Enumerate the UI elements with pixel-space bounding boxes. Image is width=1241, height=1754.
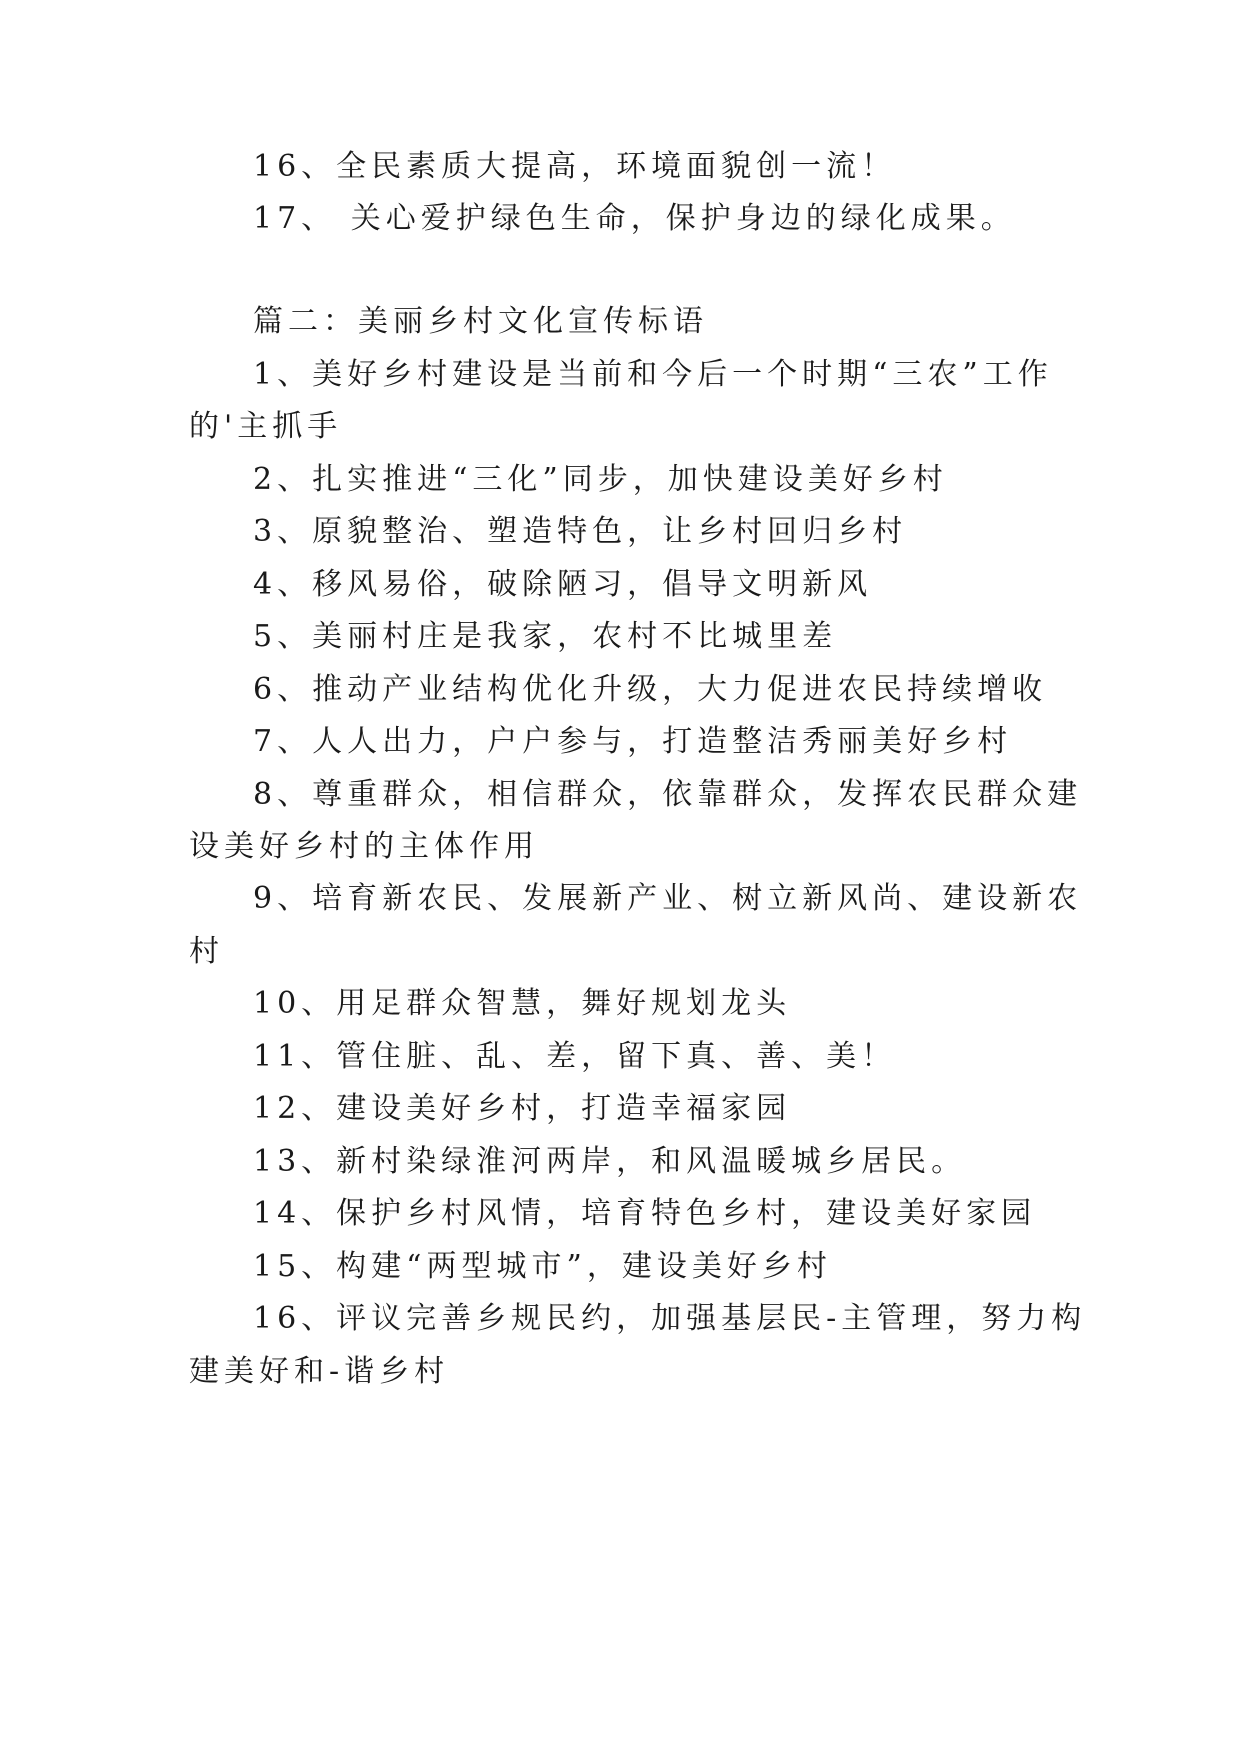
slogan-9-line-1: 9、培育新农民、发展新产业、树立新风尚、建设新农 bbox=[253, 881, 1083, 916]
slogan-5: 5、美丽村庄是我家，农村不比城里差 bbox=[253, 619, 838, 654]
slogan-14: 14、保护乡村风情，培育特色乡村，建设美好家园 bbox=[253, 1196, 1037, 1231]
slogan-1-line-1: 1、美好乡村建设是当前和今后一个时期“三农”工作 bbox=[253, 357, 1053, 392]
slogan-6: 6、推动产业结构优化升级，大力促进农民持续增收 bbox=[253, 672, 1048, 707]
slogan-11: 11、管住脏、乱、差，留下真、善、美！ bbox=[253, 1039, 897, 1074]
slogan-2: 2、扎实推进“三化”同步，加快建设美好乡村 bbox=[253, 462, 948, 497]
slogan-8-line-2: 设美好乡村的主体作用 bbox=[189, 829, 539, 864]
slogan-7: 7、人人出力，户户参与，打造整洁秀丽美好乡村 bbox=[253, 724, 1013, 759]
slogan-10: 10、用足群众智慧，舞好规划龙头 bbox=[253, 986, 792, 1021]
slogan-8-line-1: 8、尊重群众，相信群众，依靠群众，发挥农民群众建 bbox=[253, 777, 1083, 812]
slogan-4: 4、移风易俗，破除陋习，倡导文明新风 bbox=[253, 567, 873, 602]
slogan-1-line-2: 的'主抓手 bbox=[189, 409, 343, 444]
slogan-16-line-1: 16、评议完善乡规民约，加强基层民-主管理，努力构 bbox=[253, 1301, 1087, 1336]
slogan-17-greenery: 17、 关心爱护绿色生命，保护身边的绿化成果。 bbox=[253, 201, 1016, 236]
section-title: 篇二：美丽乡村文化宣传标语 bbox=[253, 304, 708, 339]
slogan-9-line-2: 村 bbox=[189, 934, 224, 969]
slogan-16-environment: 16、全民素质大提高，环境面貌创一流！ bbox=[253, 149, 897, 184]
slogan-16-line-2: 建美好和-谐乡村 bbox=[189, 1354, 450, 1389]
slogan-15: 15、构建“两型城市”，建设美好乡村 bbox=[253, 1249, 832, 1284]
slogan-3: 3、原貌整治、塑造特色，让乡村回归乡村 bbox=[253, 514, 908, 549]
slogan-13: 13、新村染绿淮河两岸，和风温暖城乡居民。 bbox=[253, 1144, 967, 1179]
slogan-12: 12、建设美好乡村，打造幸福家园 bbox=[253, 1091, 792, 1126]
